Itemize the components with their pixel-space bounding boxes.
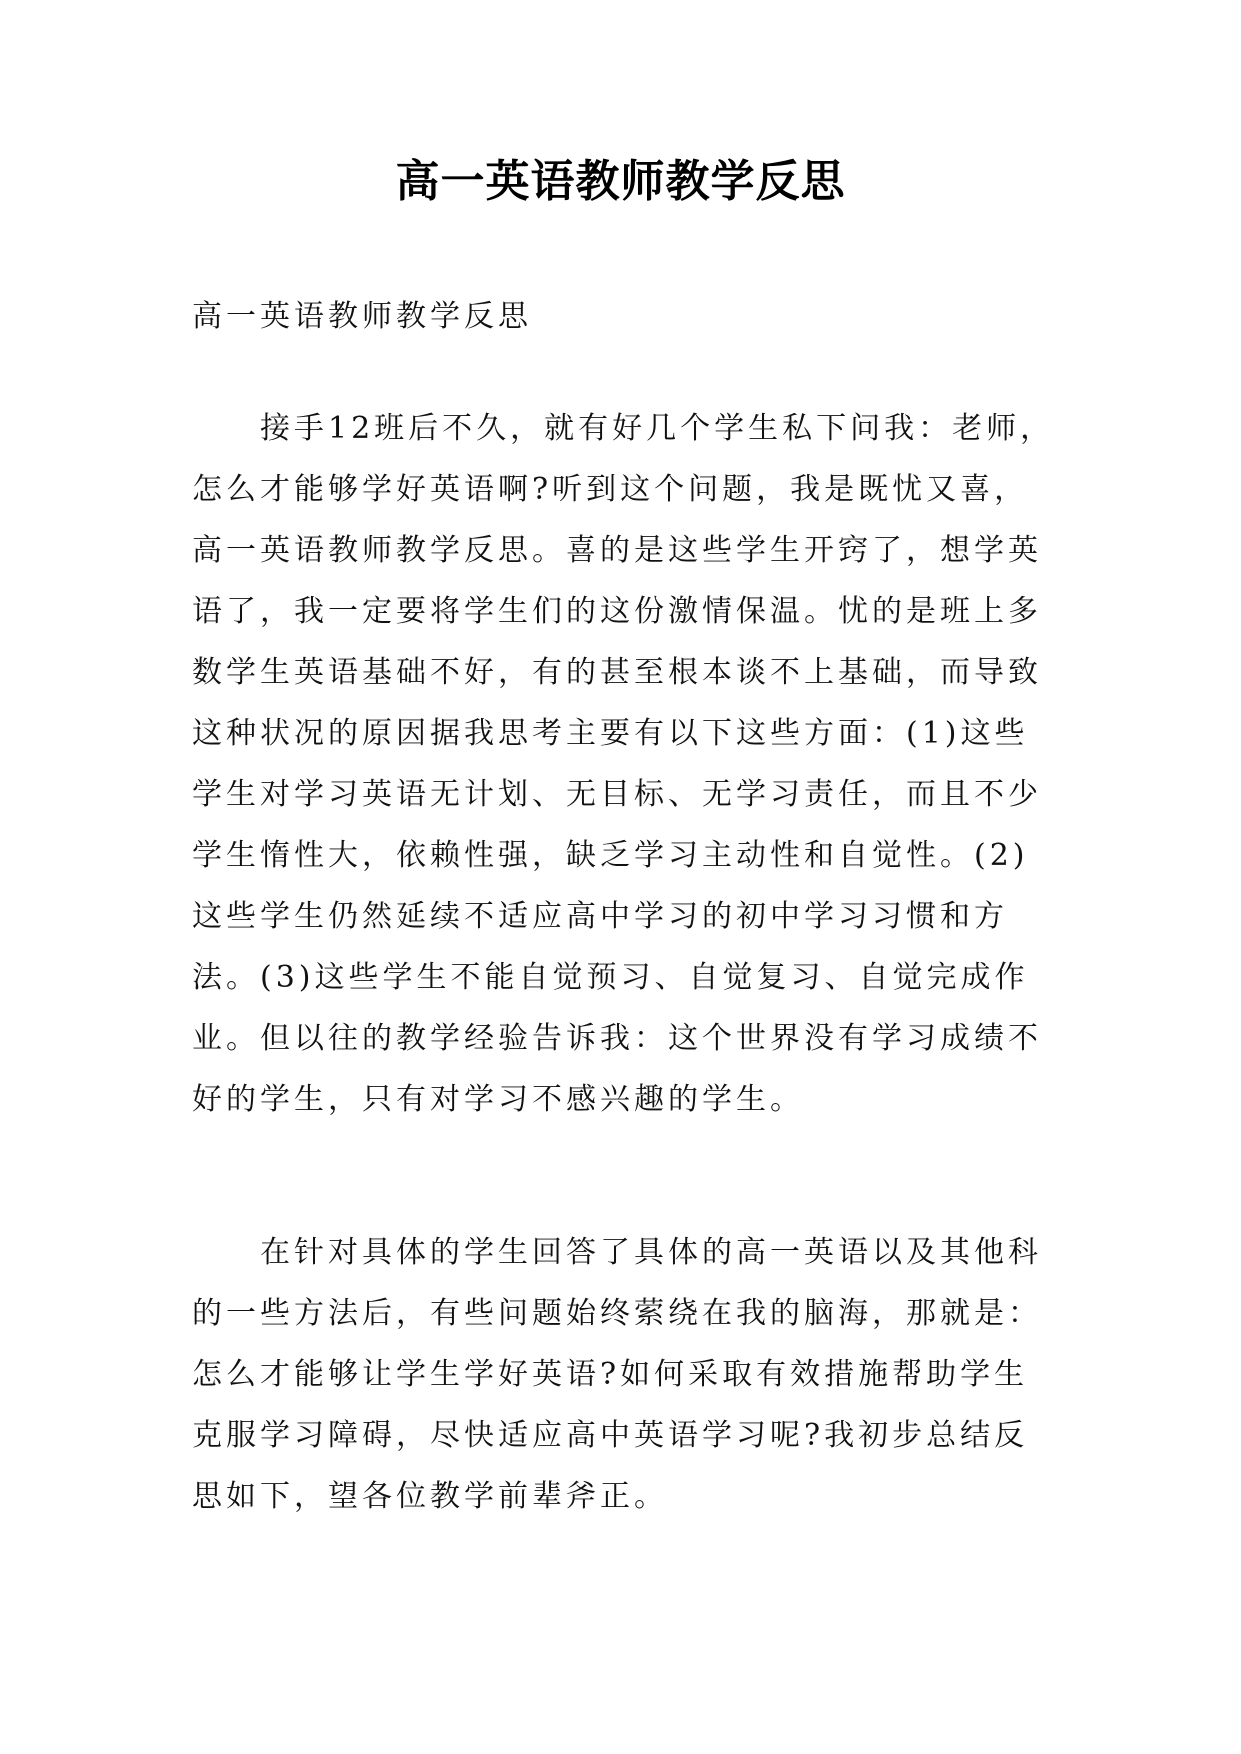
document-subtitle: 高一英语教师教学反思 <box>192 299 532 334</box>
body-paragraph-2: 在针对具体的学生回答了具体的高一英语以及其他科的一些方法后，有些问题始终萦绕在我的脑海，那就是：怎么才能够让学生学好英语?如何采取有效措施帮助学生克服学习障碍，尽快适应高中英语学习呢?我初步总结反思如下，望各位教学前辈斧正。 <box>192 1235 1042 1514</box>
body-paragraph-1: 接手12班后不久，就有好几个学生私下问我：老师，怎么才能够学好英语啊?听到这个问题，我是既忧又喜，高一英语教师教学反思。喜的是这些学生开窍了，想学英语了，我一定要将学生们的这份激情保温。忧的是班上多数学生英语基础不好，有的甚至根本谈不上基础，而导致这种状况的原因据我思考主要有以下这些方面：(1)这些学生对学习英语无计划、无目标、无学习责任，而且不少学生惰性大，依赖性强，缺乏学习主动性和自觉性。(2)这些学生仍然延续不适应高中学习的初中学习习惯和方法。(3)这些学生不能自觉预习、自觉复习、自觉完成作业。但以往的教学经验告诉我：这个世界没有学习成绩不好的学生，只有对学习不感兴趣的学生。 <box>192 411 1055 1117</box>
document-title: 高一英语教师教学反思 <box>395 156 846 207</box>
